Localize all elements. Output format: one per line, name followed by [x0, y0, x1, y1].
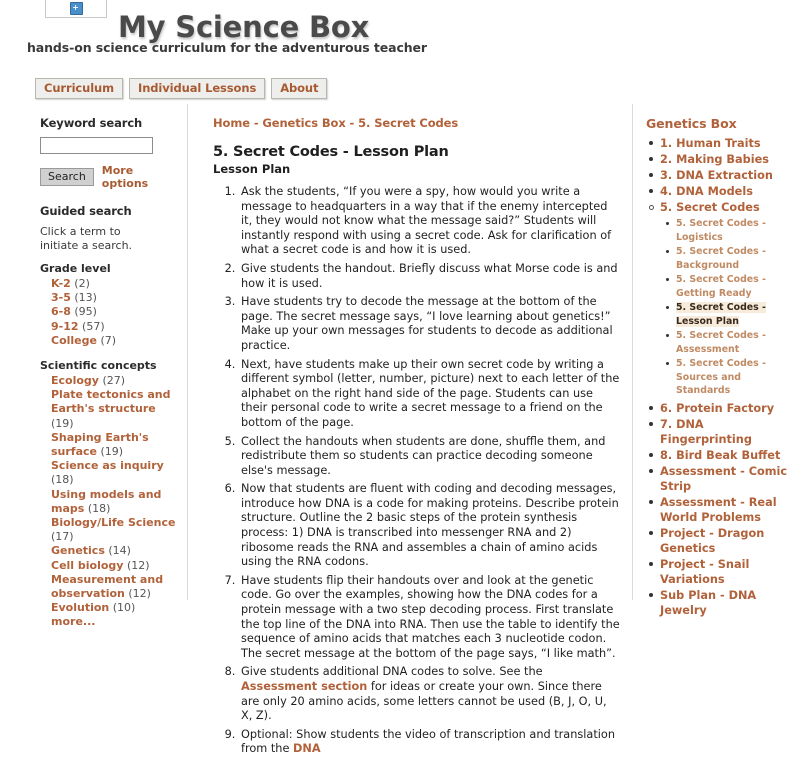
- bullet-icon: [649, 469, 653, 473]
- facet-item: [51, 459, 179, 487]
- site-slogan: hands-on science curriculum for the adventurous teacher: [27, 40, 427, 55]
- bullet-icon: [649, 406, 653, 410]
- book-list-item: [660, 588, 796, 618]
- lesson-step: 1. Ask the students, “If you were a spy, how would you write a message to headquarters in a way that if the enemy intercepted it, they would not know what the message said?” Students will instantly respond with using a secret code. Ask for clarification of what a secret code is and how it is used.: [239, 185, 620, 258]
- facet-count: (18): [87, 501, 111, 515]
- book-navigation-list: [646, 136, 796, 618]
- book-link-protein-factory[interactable]: 6. Protein Factory: [660, 401, 775, 415]
- facet-link-cell-biology[interactable]: Cell biology: [51, 558, 124, 572]
- facet-item: [51, 291, 179, 305]
- facet-item: [51, 544, 179, 558]
- assessment-section-link[interactable]: Assessment section: [241, 680, 368, 693]
- facet-more-link[interactable]: more...: [51, 615, 96, 629]
- book-sub-item: [676, 245, 796, 272]
- facet-link-9-12[interactable]: 9-12: [51, 319, 79, 333]
- breadcrumb-secret-codes[interactable]: 5. Secret Codes: [358, 116, 459, 130]
- facet-count: (95): [74, 305, 97, 319]
- book-list-item: [660, 417, 796, 447]
- facet-count: (2): [74, 277, 90, 290]
- bullet-icon: [649, 531, 653, 535]
- primary-nav: [35, 78, 327, 99]
- main-content: [189, 104, 633, 756]
- book-list-item: [660, 184, 796, 199]
- bullet-icon: [649, 141, 653, 145]
- facet-item: [51, 488, 179, 516]
- sub-link-lesson-plan[interactable]: 5. Secret Codes - Lesson Plan: [676, 302, 766, 327]
- facet-list-scientific-concepts: [40, 374, 177, 615]
- book-link-making-babies[interactable]: 2. Making Babies: [660, 153, 769, 166]
- book-list-item: [660, 168, 796, 183]
- facet-item: [51, 559, 179, 573]
- book-sub-item-active: [676, 301, 796, 328]
- book-link-bird-beak-buffet[interactable]: 8. Bird Beak Buffet: [660, 448, 781, 462]
- book-list-item: [660, 448, 796, 463]
- breadcrumb: [213, 116, 620, 130]
- bullet-icon: [649, 500, 653, 504]
- book-sub-item: [676, 357, 796, 398]
- facet-count: (27): [102, 374, 126, 388]
- facet-count: (19): [51, 416, 74, 430]
- facet-count: (7): [100, 333, 117, 347]
- book-sub-item: [676, 217, 796, 244]
- bullet-icon: [666, 250, 669, 253]
- sub-link-logistics[interactable]: 5. Secret Codes - Logistics: [676, 218, 766, 243]
- facet-item: [51, 431, 179, 459]
- section-subtitle: Lesson Plan: [213, 162, 291, 176]
- site-title: My Science Box: [118, 10, 370, 44]
- book-list-item: [660, 401, 796, 416]
- facet-link-measurement-and-observation[interactable]: Measurement and observation: [51, 572, 164, 601]
- bullet-hollow-icon: [649, 205, 654, 210]
- book-list-item: [660, 495, 796, 525]
- facet-count: (12): [128, 587, 151, 601]
- keyword-search-block: [0, 116, 187, 190]
- facet-count: (19): [100, 445, 124, 459]
- breadcrumb-separator: -: [349, 116, 355, 130]
- more-options-link[interactable]: More options: [101, 164, 149, 190]
- bullet-icon: [649, 157, 653, 161]
- facet-count: (13): [74, 291, 97, 305]
- bullet-icon: [666, 306, 669, 309]
- facet-heading-grade-level: Grade level: [40, 262, 111, 275]
- book-list-item: [660, 526, 796, 556]
- lesson-step: 2. Give students the handout. Briefly discuss what Morse code is and how it is used.: [239, 262, 620, 291]
- book-list-item-expanded: [660, 200, 796, 398]
- breadcrumb-home[interactable]: Home: [213, 116, 250, 130]
- facet-count: (18): [51, 473, 74, 487]
- facet-link-genetics[interactable]: Genetics: [51, 544, 105, 558]
- facet-link-6-8[interactable]: 6-8: [51, 305, 71, 319]
- breadcrumb-separator: -: [253, 116, 259, 130]
- facet-count: (57): [82, 319, 105, 333]
- left-sidebar: [0, 104, 188, 629]
- facet-item: [51, 374, 179, 388]
- book-list-item: [660, 152, 796, 167]
- page-title: 5. Secret Codes - Lesson Plan: [213, 144, 449, 160]
- lesson-step-text-pre: Give students additional DNA codes to solve. See the: [241, 665, 543, 679]
- facet-item: [51, 320, 179, 334]
- book-link-dna-fingerprinting[interactable]: 7. DNA Fingerprinting: [660, 417, 752, 446]
- facet-link-using-models-and-maps[interactable]: Using models and maps: [51, 487, 162, 515]
- book-link-secret-codes[interactable]: 5. Secret Codes: [660, 201, 760, 214]
- facet-link-3-5[interactable]: 3-5: [51, 291, 71, 305]
- facet-heading-scientific-concepts: Scientific concepts: [40, 359, 157, 373]
- bullet-icon: [649, 453, 653, 457]
- book-link-assessment-comic-strip[interactable]: Assessment - Comic Strip: [660, 464, 788, 493]
- bullet-icon: [666, 222, 669, 225]
- bullet-icon: [666, 334, 669, 337]
- bullet-icon: [649, 173, 653, 177]
- guided-search-block: [0, 204, 187, 628]
- bullet-icon: [649, 593, 653, 597]
- keyword-search-title: Keyword search: [40, 116, 143, 130]
- bullet-icon: [666, 278, 669, 281]
- book-list-item: [660, 557, 796, 587]
- search-input[interactable]: [40, 137, 153, 154]
- breadcrumb-genetics-box[interactable]: Genetics Box: [262, 116, 346, 130]
- book-link-human-traits[interactable]: 1. Human Traits: [660, 137, 761, 150]
- book-link-sub-plan-dna-jewelry[interactable]: Sub Plan - DNA Jewelry: [660, 588, 757, 617]
- facet-item: [51, 277, 179, 291]
- book-link-assessment-real-world-problems[interactable]: Assessment - Real World Problems: [660, 495, 777, 524]
- book-link-project-dragon-genetics[interactable]: Project - Dragon Genetics: [660, 526, 765, 555]
- facet-link-shaping-earths-surface[interactable]: Shaping Earth's surface: [51, 430, 149, 459]
- bullet-icon: [649, 422, 653, 426]
- facet-link-college[interactable]: College: [51, 333, 97, 347]
- book-title-genetics-box[interactable]: Genetics Box: [646, 116, 737, 131]
- guided-search-help: Click a term to initiate a search.: [40, 225, 133, 252]
- facet-item: [51, 334, 179, 348]
- nav-tab-curriculum[interactable]: Curriculum: [35, 78, 123, 99]
- facet-count: (17): [51, 530, 74, 544]
- facet-link-ecology[interactable]: Ecology: [51, 374, 99, 388]
- facet-grade-level: [40, 262, 177, 348]
- facet-item: [51, 388, 179, 431]
- facet-count: (10): [112, 601, 136, 615]
- book-sub-navigation-list: [660, 217, 796, 398]
- book-list-item: [660, 136, 796, 151]
- book-link-dna-extraction[interactable]: 3. DNA Extraction: [660, 169, 773, 182]
- lesson-step: 7. Have students flip their handouts over and look at the genetic code. Go over the examples, showing how the DNA codes for a protein message with a two step decoding process. First translate the top line of the DNA into RNA. Then use the table to identify the sequence of amino acids that matches each 3 nucleotide codon. The secret message at the bottom of the page says, “I like math”.: [239, 574, 620, 662]
- sub-link-background[interactable]: 5. Secret Codes - Background: [676, 246, 766, 271]
- facet-link-science-as-inquiry[interactable]: Science as inquiry: [51, 459, 164, 473]
- facet-count: (12): [126, 558, 150, 572]
- book-link-dna-models[interactable]: 4. DNA Models: [660, 185, 753, 198]
- site-logo-placeholder: [45, 0, 107, 18]
- right-sidebar: [634, 104, 800, 617]
- facet-link-biology-life-science[interactable]: Biology/Life Science: [51, 516, 176, 530]
- lesson-step: 5. Collect the handouts when students are done, shuffle them, and redistribute them so students can practice decoding someone else's message.: [239, 435, 620, 479]
- broken-image-icon: [70, 2, 83, 15]
- lesson-steps-list: [201, 185, 620, 757]
- lesson-step-text-pre: Optional: Show students the video of transcription and translation from the: [241, 727, 615, 756]
- facet-item: [51, 305, 179, 319]
- facet-item: [51, 601, 179, 615]
- search-button[interactable]: Search: [40, 168, 94, 186]
- facet-item: [51, 516, 179, 544]
- page-columns: [0, 104, 800, 756]
- bullet-icon: [649, 562, 653, 566]
- lesson-step: [239, 665, 620, 723]
- facet-link-k-2[interactable]: K-2: [51, 277, 71, 290]
- lesson-step: 6. Now that students are fluent with coding and decoding messages, introduce how DNA is a code for making proteins. Describe protein structure. Outline the 2 basic steps of the protein synthesis process: 1) DNA is transcribed into messenger RNA and 2) ribosome reads the RNA and assembles a chain of amino acids using the RNA codons.: [239, 482, 620, 570]
- book-sub-item: [676, 329, 796, 356]
- facet-link-evolution[interactable]: Evolution: [51, 601, 110, 615]
- sub-link-sources-and-standards[interactable]: 5. Secret Codes - Sources and Standards: [676, 358, 766, 396]
- search-actions: [40, 164, 177, 190]
- sub-link-assessment[interactable]: 5. Secret Codes - Assessment: [676, 330, 766, 355]
- facet-list-grade-level: [40, 277, 177, 348]
- book-sub-item: [676, 273, 796, 300]
- book-link-project-snail-variations[interactable]: Project - Snail Variations: [660, 557, 750, 586]
- dna-link[interactable]: DNA: [293, 742, 321, 756]
- nav-tab-about[interactable]: About: [271, 78, 327, 99]
- facet-scientific-concepts: [40, 359, 177, 628]
- guided-search-title: Guided search: [40, 204, 132, 218]
- bullet-icon: [666, 362, 669, 365]
- sub-link-getting-ready[interactable]: 5. Secret Codes - Getting Ready: [676, 274, 766, 299]
- bullet-icon: [649, 189, 653, 193]
- book-list-item: [660, 464, 796, 494]
- facet-count: (14): [108, 544, 131, 558]
- site-header: [0, 0, 800, 104]
- lesson-step: [239, 728, 620, 757]
- nav-tab-individual-lessons[interactable]: Individual Lessons: [129, 78, 265, 99]
- lesson-step: 3. Have students try to decode the message at the bottom of the page. The secret message says, “I love learning about genetics!” Make up your own messages for students to decode as additional practice.: [239, 295, 620, 353]
- lesson-step-text-post: for ideas or create your own. Since there are only 20 amino acids, some letters cannot be used (B, J, O, U, X, Z).: [241, 680, 607, 723]
- lesson-step: 4. Next, have students make up their own secret code by writing a different symbol (letter, number, picture) next to each letter of the alphabet on the right hand side of the page. Students can use their personal code to write a secret message to a friend on the bottom of the page.: [239, 358, 620, 431]
- facet-item: [51, 573, 179, 601]
- facet-link-plate-tectonics[interactable]: Plate tectonics and Earth's structure: [51, 388, 171, 416]
